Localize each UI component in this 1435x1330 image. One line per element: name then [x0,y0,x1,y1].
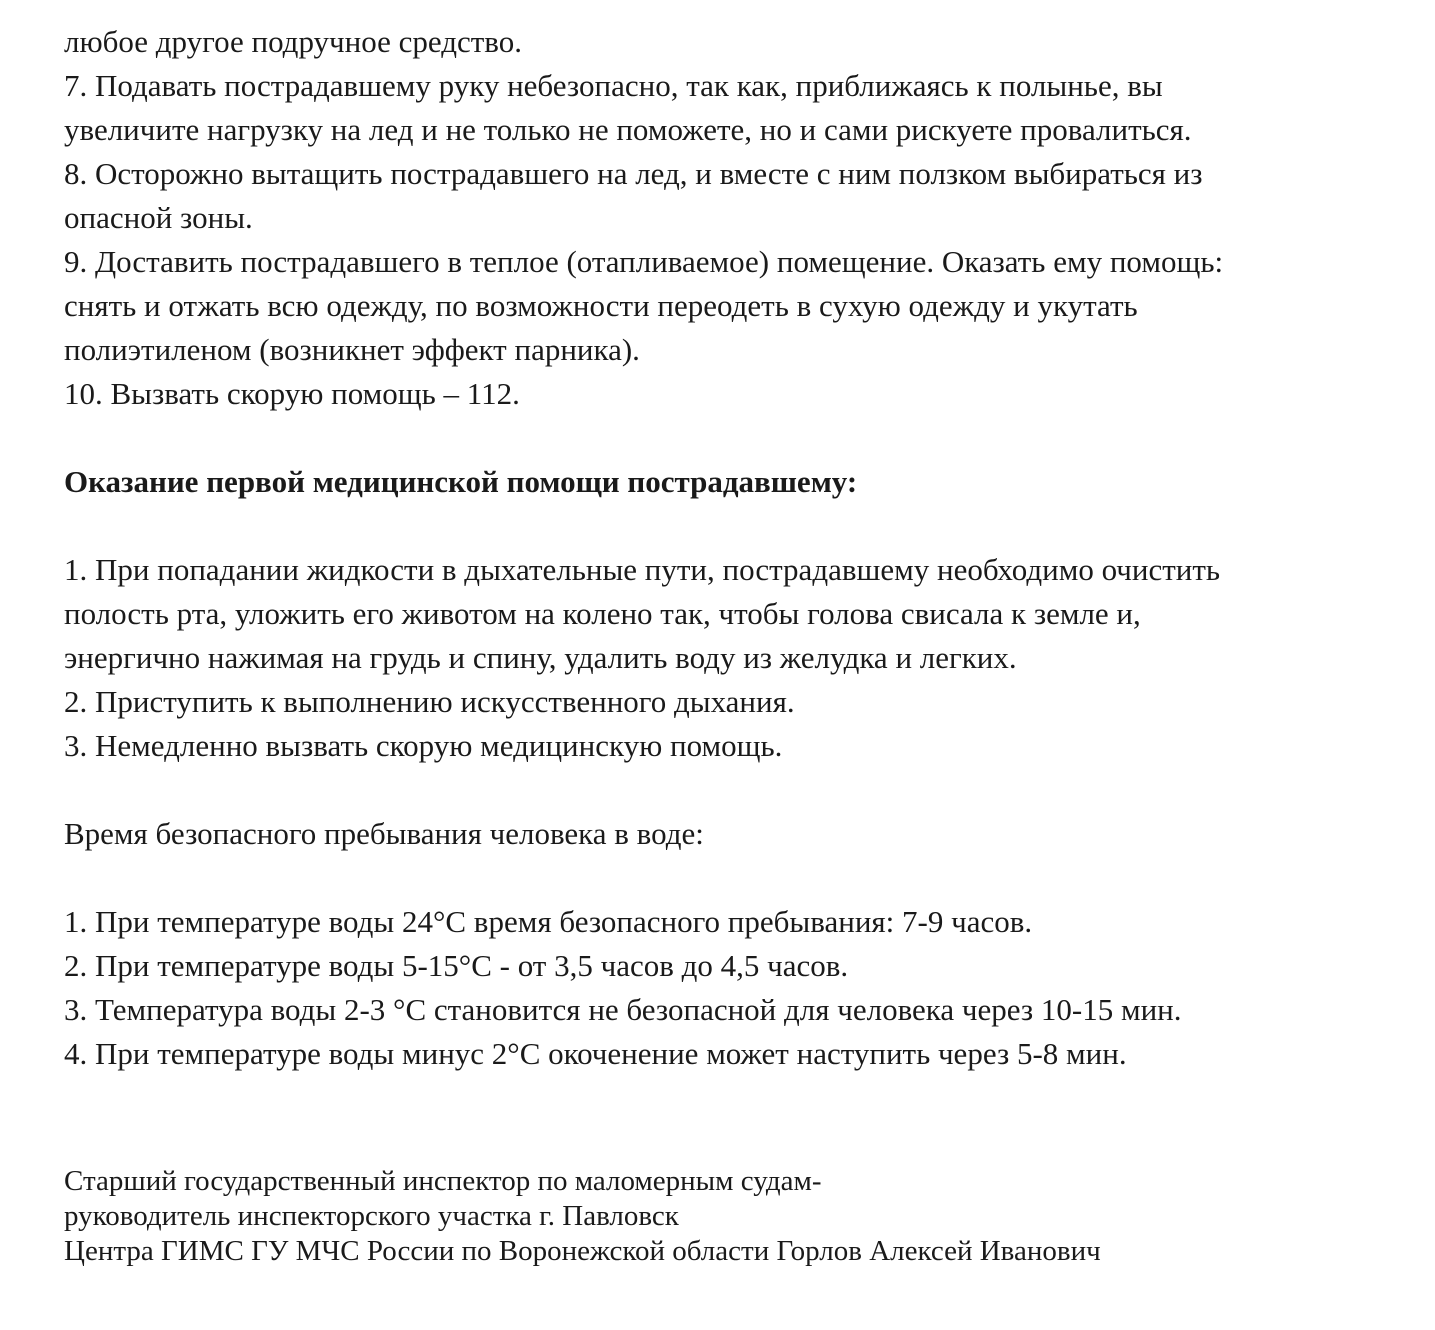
safe-time-heading: Время безопасного пребывания человека в воде: [64,816,704,851]
rescue-step-line: любое другое подручное средство. [64,24,522,59]
safe-time-line: 1. При температуре воды 24°С время безопасного пребывания: 7-9 часов. [64,904,1033,939]
document-page [64,20,1394,1269]
first-aid-line: 3. Немедленно вызвать скорую медицинскую помощь. [64,728,783,763]
signature-line: руководитель инспекторского участка г. Павловск [64,1200,679,1232]
rescue-step-line: опасной зоны. [64,200,253,235]
first-aid-line: энергично нажимая на грудь и спину, удалить воду из желудка и легких. [64,640,1017,675]
rescue-step-line: 9. Доставить пострадавшего в теплое (отапливаемое) помещение. Оказать ему помощь: [64,244,1224,279]
safe-time-line: 3. Температура воды 2-3 °С становится не безопасной для человека через 10-15 мин. [64,992,1182,1027]
rescue-step-line: 7. Подавать пострадавшему руку небезопасно, так как, приближаясь к полынье, вы [64,68,1163,103]
first-aid-line: полость рта, уложить его животом на колено так, чтобы голова свисала к земле и, [64,596,1141,631]
rescue-step-line: 10. Вызвать скорую помощь – 112. [64,376,520,411]
safe-time-section [64,812,1394,1076]
rescue-step-line: полиэтиленом (возникнет эффект парника). [64,332,640,367]
rescue-steps-section [64,20,1394,416]
signature-block [64,1164,1394,1269]
first-aid-line: 1. При попадании жидкости в дыхательные пути, пострадавшему необходимо очистить [64,552,1221,587]
first-aid-line: 2. Приступить к выполнению искусственного дыхания. [64,684,795,719]
first-aid-heading: Оказание первой медицинской помощи пострадавшему: [64,464,858,499]
safe-time-line: 4. При температуре воды минус 2°С окоченение может наступить через 5-8 мин. [64,1036,1127,1071]
first-aid-section [64,460,1394,768]
rescue-step-line: увеличите нагрузку на лед и не только не поможете, но и сами рискуете провалиться. [64,112,1192,147]
safe-time-line: 2. При температуре воды 5-15°С - от 3,5 часов до 4,5 часов. [64,948,849,983]
rescue-step-line: снять и отжать всю одежду, по возможности переодеть в сухую одежду и укутать [64,288,1138,323]
rescue-step-line: 8. Осторожно вытащить пострадавшего на лед, и вместе с ним ползком выбираться из [64,156,1203,191]
signature-line: Старший государственный инспектор по маломерным судам- [64,1165,822,1197]
signature-line: Центра ГИМС ГУ МЧС России по Воронежской области Горлов Алексей Иванович [64,1235,1101,1267]
